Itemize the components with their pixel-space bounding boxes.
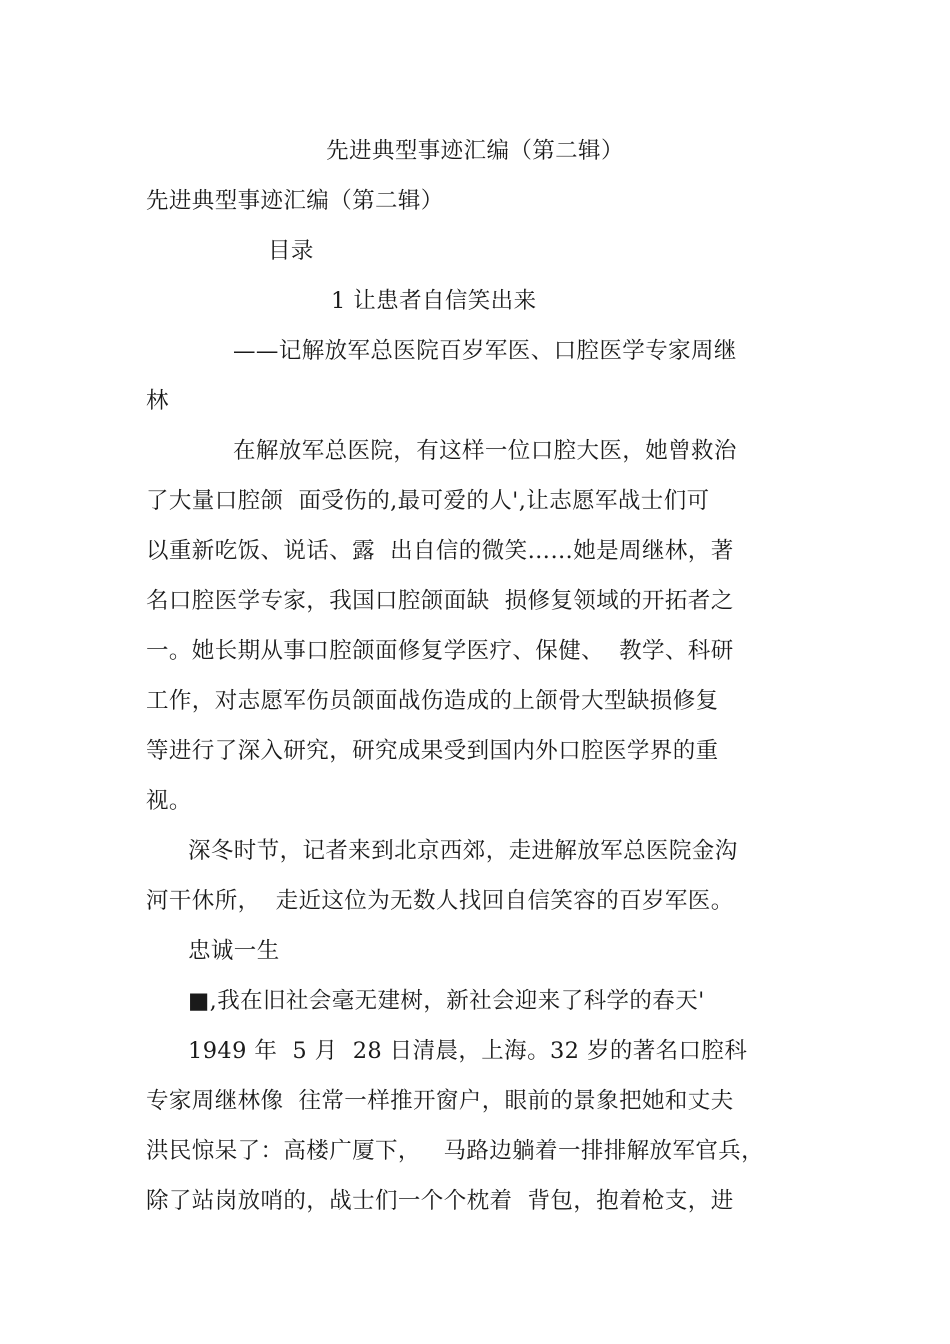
document-title: 先进典型事迹汇编（第二辑）: [146, 188, 444, 214]
article-subtitle-line: 林: [146, 388, 169, 414]
header-title: 先进典型事迹汇编（第二辑）: [326, 138, 624, 164]
paragraph-line: 等进行了深入研究，研究成果受到国内外口腔医学界的重: [146, 738, 719, 764]
paragraph-line: 洪民惊呆了：高楼广厦下， 马路边躺着一排排解放军官兵，: [146, 1138, 765, 1164]
toc-label: 目录: [268, 238, 314, 264]
paragraph-line: 除了站岗放哨的，战士们一个个枕着 背包，抱着枪支，进: [146, 1188, 734, 1214]
section-heading: 忠诚一生: [188, 938, 280, 964]
quote-line: ■,我在旧社会毫无建树，新社会迎来了科学的春天': [188, 988, 705, 1014]
paragraph-line: 在解放军总医院，有这样一位口腔大医，她曾救治: [233, 438, 737, 464]
paragraph-line: 河干休所， 走近这位为无数人找回自信笑容的百岁军医。: [146, 888, 734, 914]
paragraph-line: 了大量口腔颌 面受伤的,最可爱的人',让志愿军战士们可: [146, 488, 710, 514]
paragraph-line: 视。: [146, 788, 192, 814]
article-heading: 1 让患者自信笑出来: [331, 288, 537, 314]
paragraph-line: 专家周继林像 往常一样推开窗户，眼前的景象把她和丈夫: [146, 1088, 734, 1114]
paragraph-line: 名口腔医学专家，我国口腔颌面缺 损修复领域的开拓者之: [146, 588, 734, 614]
paragraph-line: 深冬时节，记者来到北京西郊，走进解放军总医院金沟: [188, 838, 738, 864]
paragraph-line: 工作，对志愿军伤员颌面战伤造成的上颌骨大型缺损修复: [146, 688, 719, 714]
paragraph-line: 一。她长期从事口腔颌面修复学医疗、保健、 教学、科研: [146, 638, 734, 664]
paragraph-line: 以重新吃饭、说话、露 出自信的微笑……她是周继林，著: [146, 538, 734, 564]
paragraph-line: 1949 年 5 月 28 日清晨，上海。32 岁的著名口腔科: [188, 1038, 748, 1064]
article-subtitle-line: ——记解放军总医院百岁军医、口腔医学专家周继: [233, 338, 737, 364]
